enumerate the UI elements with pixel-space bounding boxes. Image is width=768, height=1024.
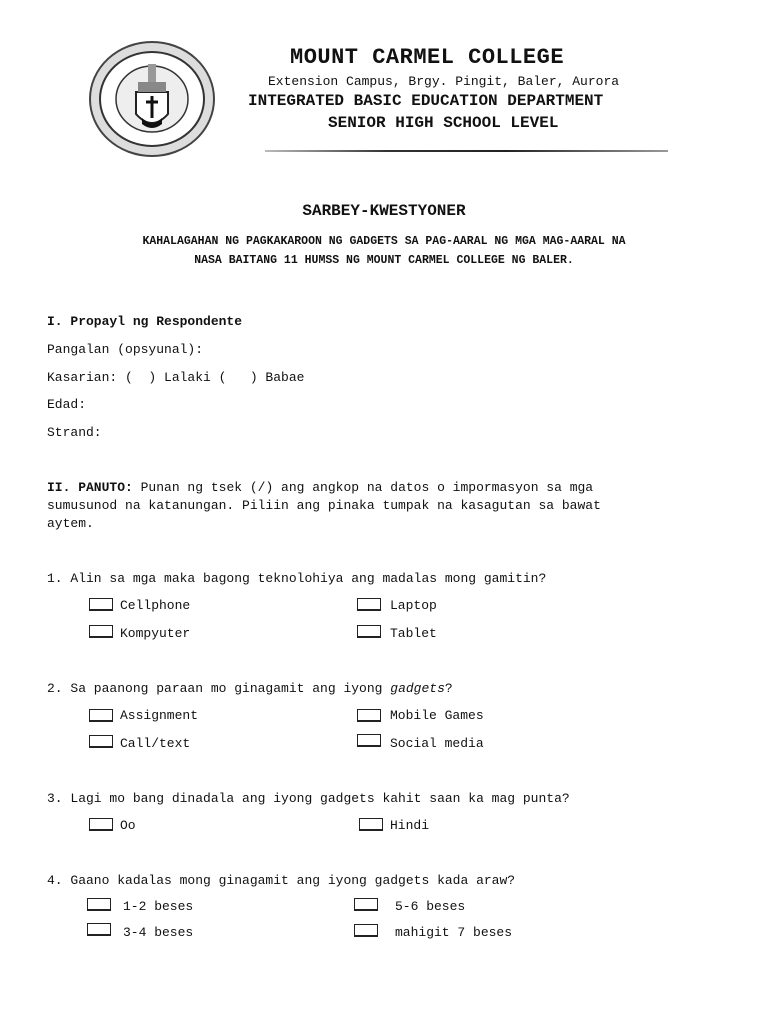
question-3: 3. Lagi mo bang dinadala ang iyong gadgets kahit saan ka mag punta? xyxy=(47,791,570,806)
field-strand: Strand: xyxy=(47,425,102,440)
option-label: Assignment xyxy=(120,708,199,723)
option-label: mahigit 7 beses xyxy=(395,925,513,940)
option-label: Cellphone xyxy=(120,598,191,613)
section-1-heading: I. Propayl ng Respondente xyxy=(47,314,243,329)
instructions-line-3: aytem. xyxy=(47,516,94,531)
option-label: 3-4 beses xyxy=(123,925,194,940)
checkbox-laptop[interactable] xyxy=(357,598,381,611)
option-label: 1-2 beses xyxy=(123,899,194,914)
option-label: Call/text xyxy=(120,736,191,751)
question-2-italic: gadgets xyxy=(390,681,445,696)
checkbox-kompyuter[interactable] xyxy=(89,625,113,638)
checkbox-5-6-beses[interactable] xyxy=(354,898,378,911)
document-title: SARBEY-KWESTYONER xyxy=(302,202,466,220)
option-label: Social media xyxy=(390,736,484,751)
school-address: Extension Campus, Brgy. Pingit, Baler, Aurora xyxy=(268,74,620,89)
checkbox-mobile-games[interactable] xyxy=(357,709,381,722)
department-name: INTEGRATED BASIC EDUCATION DEPARTMENT xyxy=(248,92,604,110)
question-2-text: 2. Sa paanong paraan mo ginagamit ang iyong xyxy=(47,681,391,696)
checkbox-oo[interactable] xyxy=(89,818,113,831)
option-label: Oo xyxy=(120,818,136,833)
checkbox-tablet[interactable] xyxy=(357,625,381,638)
checkbox-cellphone[interactable] xyxy=(89,598,113,611)
checkbox-assignment[interactable] xyxy=(89,709,113,722)
instructions-line-2: sumusunod na katanungan. Piliin ang pinaka tumpak na kasagutan sa bawat xyxy=(47,498,601,513)
option-label: Kompyuter xyxy=(120,626,191,641)
subtitle-line-1: KAHALAGAHAN NG PAGKAKAROON NG GADGETS SA PAG-AARAL NG MGA MAG-AARAL NA xyxy=(142,235,626,248)
option-label: 5-6 beses xyxy=(395,899,466,914)
checkbox-mahigit-7-beses[interactable] xyxy=(354,924,378,937)
checkbox-1-2-beses[interactable] xyxy=(87,898,111,911)
question-1: 1. Alin sa mga maka bagong teknolohiya ang madalas mong gamitin? xyxy=(47,571,547,586)
school-name: MOUNT CARMEL COLLEGE xyxy=(290,45,565,70)
field-name: Pangalan (opsyunal): xyxy=(47,342,204,357)
subtitle-line-2: NASA BAITANG 11 HUMSS NG MOUNT CARMEL COLLEGE NG BALER. xyxy=(194,254,574,267)
question-2 xyxy=(47,681,453,697)
question-4: 4. Gaano kadalas mong ginagamit ang iyong gadgets kada araw? xyxy=(47,873,516,888)
checkbox-3-4-beses[interactable] xyxy=(87,923,111,936)
option-label: Hindi xyxy=(390,818,430,833)
checkbox-social-media[interactable] xyxy=(357,734,381,747)
question-2-end: ? xyxy=(444,681,453,696)
option-label: Tablet xyxy=(390,626,437,641)
checkbox-hindi[interactable] xyxy=(359,818,383,831)
checkbox-call-text[interactable] xyxy=(89,735,113,748)
school-seal-logo xyxy=(88,40,216,158)
instructions-label: II. PANUTO: xyxy=(47,480,133,495)
field-age: Edad: xyxy=(47,397,87,412)
option-label: Laptop xyxy=(390,598,437,613)
instructions-line-1 xyxy=(47,480,593,496)
header-divider xyxy=(265,150,668,152)
option-label: Mobile Games xyxy=(390,708,484,723)
school-level: SENIOR HIGH SCHOOL LEVEL xyxy=(328,114,559,132)
instructions-text: Punan ng tsek (/) ang angkop na datos o impormasyon sa mga xyxy=(132,480,594,495)
field-sex: Kasarian: ( ) Lalaki ( ) Babae xyxy=(47,370,305,385)
